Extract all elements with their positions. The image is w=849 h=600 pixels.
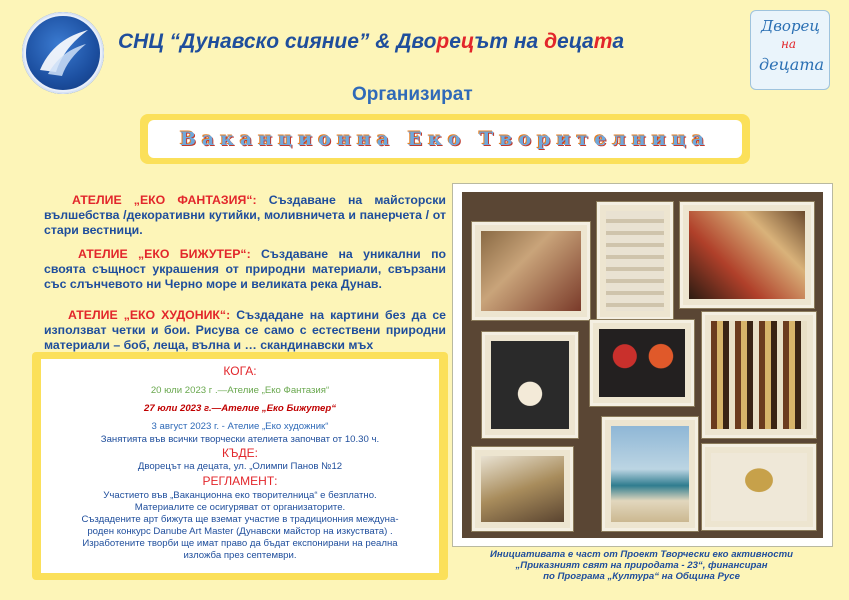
photo-tile-sea	[602, 417, 698, 531]
caption-line-2: „Приказният свят на природата - 23“, финансиран	[515, 560, 768, 571]
workshop-jeweler: АТЕЛИЕ „ЕКО БИЖУТЕР“: Създаване на уникални по своята същност украшения от природни материали, свързани със слънчевото ни Черно море и великата река Дунав.	[44, 247, 447, 291]
rule-exhibit-b: изложба през септември.	[183, 550, 297, 561]
rules-label: РЕГЛАМЕНТ:	[202, 474, 278, 488]
date-jeweler: 27 юли 2023 г.—Ателие „Еко Бижутер“	[143, 403, 337, 414]
dvorets-na-detsata-logo: Дворец на децата	[750, 10, 830, 90]
date-painter: 3 август 2023 г. - Ателие „Еко художник“	[151, 421, 329, 432]
caption-line-3: по Програма „Култура“ на Община Русе	[543, 571, 740, 582]
subtitle: Организират	[352, 84, 473, 105]
rule-exhibit-a: Изработените творби ще имат право да бъдат експонирани на реална	[82, 538, 398, 549]
craft-collage-photo	[462, 192, 823, 538]
info-box-inner	[41, 359, 439, 573]
photo-tile-earrings	[482, 332, 578, 438]
address: Дворецът на децата, ул. „Олимпи Панов №12	[137, 461, 343, 472]
rule-materials: Материалите се осигуряват от организаторите.	[134, 502, 346, 513]
photo-tile-pots	[680, 202, 814, 308]
caption-line-1: Инициативата е част от Проект Творчески еко активности	[490, 549, 793, 560]
photo-tile-cups	[472, 222, 590, 320]
page-title: СНЦ “Дунавско сияние” & Дворецът на децата	[118, 30, 625, 53]
workshop-fantasy: АТЕЛИЕ „ЕКО ФАНТАЗИЯ“: Създаване на майсторски вълшебства /декоративни кутийки, моливничета и панерчета / от стари вестници.	[44, 193, 446, 237]
rule-contest-a: Създадените арт бижута ще вземат участие в традиционния междуна-	[81, 514, 399, 525]
craft-photo-frame	[452, 183, 833, 547]
banner	[140, 114, 750, 164]
date-fantasy: 20 юли 2023 г .—Ателие „Еко Фантазия“	[150, 385, 330, 396]
photo-tile-necklaces	[702, 444, 816, 530]
wave-logo-icon	[22, 12, 104, 94]
rule-free: Участието във „Ваканционна еко творителница“ е безплатно.	[103, 490, 377, 501]
photo-tile-flowers	[590, 320, 694, 406]
photo-tile-shells	[597, 202, 673, 320]
workshop-painter: АТЕЛИЕ „ЕКО ХУДОНИК“: Създадане на картини без да се използват четки и бои. Рисува се само с естествени природни материали – боб, леща, вълна и … скандинавски мъх	[44, 308, 446, 352]
rule-contest-b: роден конкурс Danube Art Master (Дунавски майстор на изкуствата) .	[87, 526, 393, 537]
banner-text: Ваканционна Еко Творителница	[148, 120, 742, 158]
photo-tile-seeds	[702, 312, 816, 438]
when-label: КОГА:	[223, 364, 257, 378]
time-note: Занятията във всички творчески ателиета започват от 10.30 ч.	[100, 434, 380, 445]
info-box	[32, 352, 448, 580]
where-label: КЪДЕ:	[222, 446, 258, 460]
photo-tile-fish	[472, 447, 573, 531]
project-caption	[452, 549, 831, 582]
dunavsko-siyanie-logo	[22, 12, 104, 94]
